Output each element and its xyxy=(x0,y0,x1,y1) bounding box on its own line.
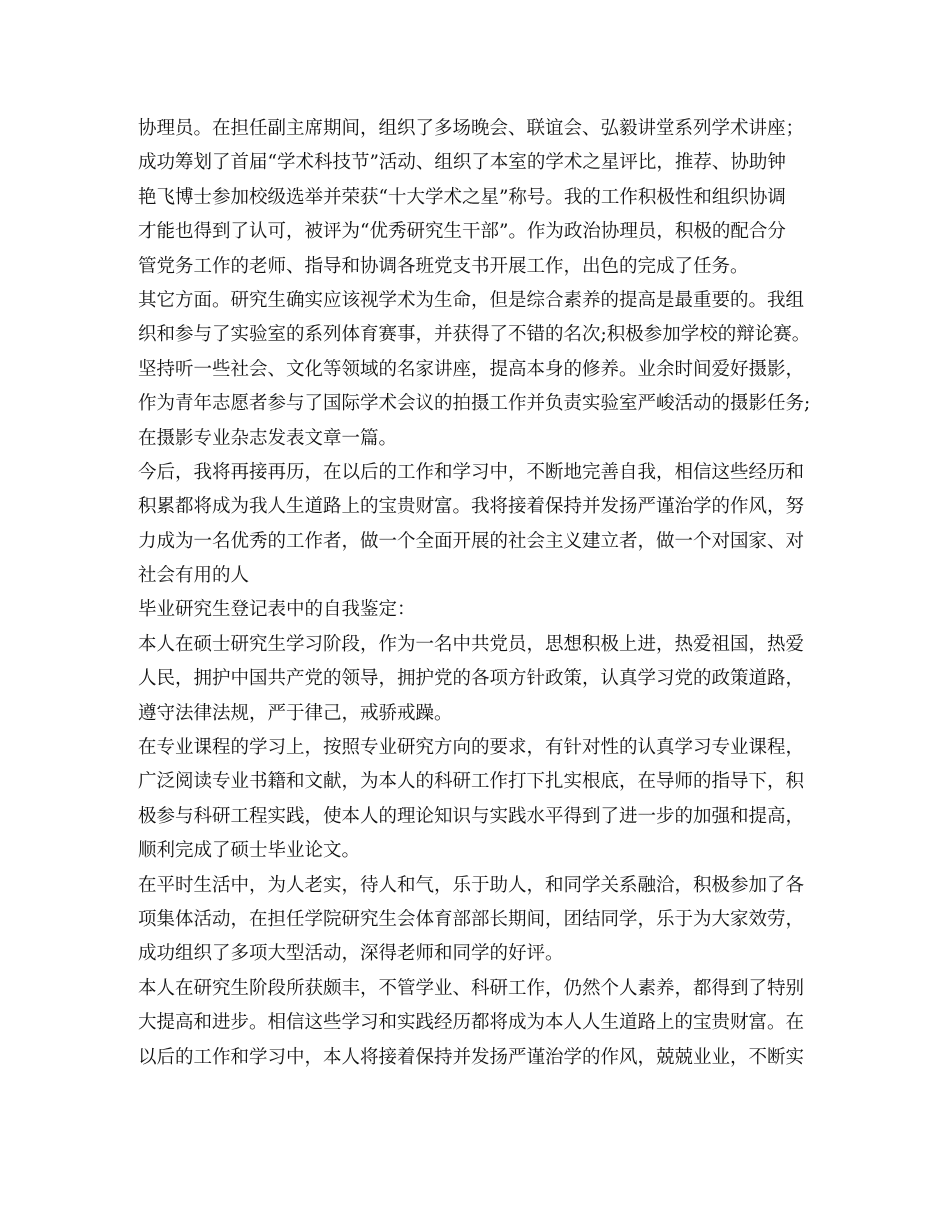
text-line: 项集体活动，在担任学院研究生会体育部部长期间，团结同学，乐于为大家效劳， xyxy=(138,908,805,930)
section-heading: 毕业研究生登记表中的自我鉴定： xyxy=(138,599,416,621)
text-line: 积累都将成为我人生道路上的宝贵财富。我将接着保持并发扬严谨治学的作风，努 xyxy=(138,496,805,518)
text-line: 顺利完成了硕士毕业论文。 xyxy=(138,840,361,862)
text-line: 在摄影专业杂志发表文章一篇。 xyxy=(138,427,398,449)
text-line: 协理员。在担任副主席期间，组织了多场晚会、联谊会、弘毅讲堂系列学术讲座； xyxy=(138,118,805,139)
text-line: 作为青年志愿者参与了国际学术会议的拍摄工作并负责实验室严峻活动的摄影任务; xyxy=(138,393,811,415)
text-line: 本人在研究生阶段所获颇丰，不管学业、科研工作，仍然个人素养，都得到了特别 xyxy=(138,977,805,999)
text-line: 坚持听一些社会、文化等领域的名家讲座，提高本身的修养。业余时间爱好摄影， xyxy=(138,358,805,380)
text-line: 以后的工作和学习中，本人将接着保持并发扬严谨治学的作风，兢兢业业，不断实 xyxy=(138,1046,805,1068)
text-line: 大提高和进步。相信这些学习和实践经历都将成为本人人生道路上的宝贵财富。在 xyxy=(138,1012,805,1034)
text-line: 社会有用的人 xyxy=(138,565,250,587)
text-line: 遵守法律法规，严于律己，戒骄戒躁。 xyxy=(138,702,453,724)
text-line: 极参与科研工程实践，使本人的理论知识与实践水平得到了进一步的加强和提高， xyxy=(138,805,805,827)
text-line: 本人在硕士研究生学习阶段，作为一名中共党员，思想积极上进，热爱祖国，热爱 xyxy=(138,633,805,655)
body-text xyxy=(138,112,818,1075)
text-line: 其它方面。研究生确实应该视学术为生命，但是综合素养的提高是最重要的。我组 xyxy=(138,289,805,311)
text-line: 成功组织了多项大型活动，深得老师和同学的好评。 xyxy=(138,943,564,965)
text-line: 力成为一名优秀的工作者，做一个全面开展的社会主义建立者，做一个对国家、对 xyxy=(138,530,805,552)
text-line: 管党务工作的老师、指导和协调各班党支书开展工作，出色的完成了任务。 xyxy=(138,255,749,277)
text-line: 艳飞博士参加校级选举并荣获“十大学术之星”称号。我的工作积极性和组织协调 xyxy=(138,186,786,208)
text-line: 今后，我将再接再历，在以后的工作和学习中，不断地完善自我，相信这些经历和 xyxy=(138,461,805,483)
text-line: 成功筹划了首届“学术科技节”活动、组织了本室的学术之星评比，推荐、协助钟 xyxy=(138,152,786,174)
text-line: 在专业课程的学习上，按照专业研究方向的要求，有针对性的认真学习专业课程， xyxy=(138,737,805,759)
text-line: 织和参与了实验室的系列体育赛事，并获得了不错的名次;积极参加学校的辩论赛。 xyxy=(138,324,811,346)
text-line: 在平时生活中，为人老实，待人和气，乐于助人，和同学关系融洽，积极参加了各 xyxy=(138,874,805,896)
text-line: 人民，拥护中国共产党的领导，拥护党的各项方针政策，认真学习党的政策道路， xyxy=(138,668,805,690)
text-line: 广泛阅读专业书籍和文献，为本人的科研工作打下扎实根底，在导师的指导下，积 xyxy=(138,771,805,793)
text-line: 才能也得到了认可，被评为“优秀研究生干部”。作为政治协理员，积极的配合分 xyxy=(138,221,786,243)
